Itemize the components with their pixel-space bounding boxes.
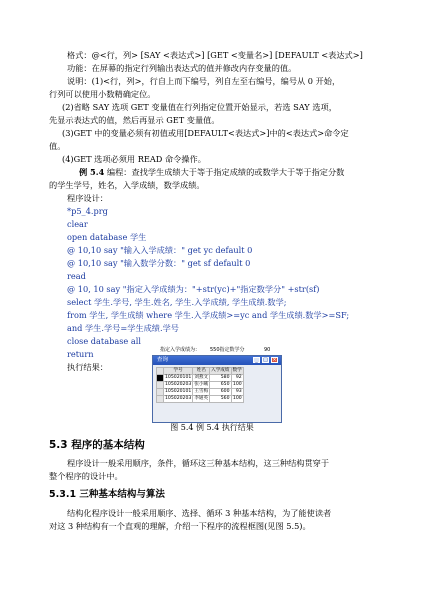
row-marker [157, 382, 164, 389]
row-marker-header [157, 368, 164, 375]
run-label: 执行结果： [67, 362, 108, 372]
result-table [156, 367, 244, 403]
example-label: 例 5.4 [79, 167, 105, 177]
cell-score[interactable]: 600 [210, 389, 231, 396]
subsection-para-1: 结构化程序设计一般采用顺序、选择、循环 3 种基本结构，为了能使读者 [67, 508, 332, 518]
cell-name[interactable]: 王雪梅 [194, 389, 209, 394]
function-line: 功能：在屏幕的指定行列输出表达式的值并修改内存变量的值。 [67, 63, 297, 73]
example-header [79, 166, 344, 179]
prompt-text-left: 指定入学成绩为： [160, 347, 201, 353]
cell-id[interactable]: 105020203 [165, 396, 192, 401]
code-line: close database all [67, 336, 141, 346]
example-text-2: 的学生学号，姓名，入学成绩，数学成绩。 [49, 180, 205, 190]
code-line: return [67, 349, 94, 359]
note-line-4: 先显示表达式的值，然后再显示 GET 变量值。 [49, 115, 220, 125]
cell-score[interactable]: 560 [210, 396, 231, 403]
column-header[interactable]: 入学成绩 [211, 368, 230, 373]
format-line: 格式：@<行，列> [SAY <表达式>] [GET <变量名>] [DEFAULT <表达式>] [67, 50, 363, 60]
result-prompt [152, 346, 282, 354]
table-row[interactable] [157, 396, 244, 403]
section-heading: 5.3 程序的基本结构 [49, 439, 145, 451]
cell-math[interactable]: 93 [231, 389, 243, 396]
table-header-row [157, 368, 244, 375]
note-line-1: 说明：(1)<行，列>，行自上而下编号，列自左至右编号，编号从 0 开始， [67, 76, 341, 86]
code-line: select 学生.学号, 学生.姓名, 学生.入学成绩, 学生成绩.数学; [67, 297, 287, 307]
row-marker [157, 396, 164, 403]
code-line: and 学生.学号=学生成绩.学号 [67, 323, 179, 333]
code-line: clear [67, 219, 88, 229]
cell-id[interactable]: 105020203 [165, 382, 192, 387]
example-text-1: 编程：查找学生成绩大于等于指定成绩的或数学大于等于指定分数 [106, 167, 345, 177]
note-line-7: (4)GET 选项必须用 READ 命令操作。 [62, 154, 206, 164]
close-icon[interactable]: × [272, 357, 277, 363]
code-line: read [67, 271, 86, 281]
maximize-icon[interactable]: □ [263, 357, 268, 363]
subsection-heading: 5.3.1 三种基本结构与算法 [49, 489, 165, 500]
minimize-icon[interactable]: _ [253, 357, 260, 363]
code-line: @ 10,10 say "输入数学分数：" get sf default 0 [67, 258, 251, 268]
figure-caption: 图 5.4 例 5.4 执行结果 [170, 423, 254, 432]
query-title: 查询 [157, 357, 169, 363]
code-line: from 学生, 学生成绩 where 学生.入学成绩>=yc and 学生成绩.数学>=SF; [67, 310, 350, 320]
row-marker [157, 389, 164, 396]
column-header[interactable]: 姓名 [193, 368, 210, 375]
cell-id[interactable]: 105020101 [165, 389, 192, 394]
code-line: @ 10,10 say "输入入学成绩：" get yc default 0 [67, 245, 253, 255]
query-window [152, 355, 282, 423]
prompt-text-right: 90 [264, 347, 271, 353]
column-header[interactable]: 学号 [164, 368, 193, 375]
table-row[interactable] [157, 375, 244, 382]
section-para-1: 程序设计一般采用顺序，条件，循环这三种基本结构，这三种结构贯穿于 [67, 458, 330, 468]
code-line: @ 10, 10 say "指定入学成绩为："+str(yc)+"指定数学分" +str(sf) [67, 284, 320, 294]
note-line-6: 值。 [49, 141, 66, 151]
program-label: 程序设计： [67, 193, 108, 203]
note-line-2: 行列可以使用小数精确定位。 [49, 89, 156, 99]
code-line: open database 学生 [67, 232, 147, 242]
cell-name[interactable]: 张小曦 [194, 382, 209, 387]
table-row[interactable] [157, 382, 244, 389]
note-line-5: (3)GET 中的变量必须有初值或用[DEFAULT<表达式>]中的<表达式>命令定 [62, 128, 349, 138]
note-line-3: (2)省略 SAY 选项 GET 变量值在行列指定位置开始显示，若选 SAY 选项， [62, 102, 337, 112]
cell-math[interactable]: 92 [231, 375, 243, 382]
table-row[interactable] [157, 389, 244, 396]
cell-id[interactable]: 105020101 [165, 375, 192, 380]
query-titlebar [153, 356, 281, 365]
result-screenshot [152, 346, 282, 430]
cell-math[interactable]: 100 [232, 396, 242, 401]
column-header[interactable]: 数学 [232, 368, 242, 373]
row-pointer-icon [157, 375, 164, 382]
cell-name[interactable]: 刘燕文 [194, 375, 209, 380]
prompt-text-mid: 550指定数学分 [210, 347, 245, 353]
code-line: *p5_4.prg [67, 206, 108, 216]
cell-score[interactable]: 650 [210, 382, 231, 389]
section-para-2: 整个程序的设计中。 [49, 471, 123, 481]
subsection-para-2: 对这 3 种结构有一个直观的理解，介绍一下程序的流程框图(见图 5.5)。 [49, 521, 311, 531]
cell-name[interactable]: 李通英 [194, 396, 209, 401]
cell-math[interactable]: 100 [232, 382, 242, 387]
cell-score[interactable]: 580 [210, 375, 231, 382]
